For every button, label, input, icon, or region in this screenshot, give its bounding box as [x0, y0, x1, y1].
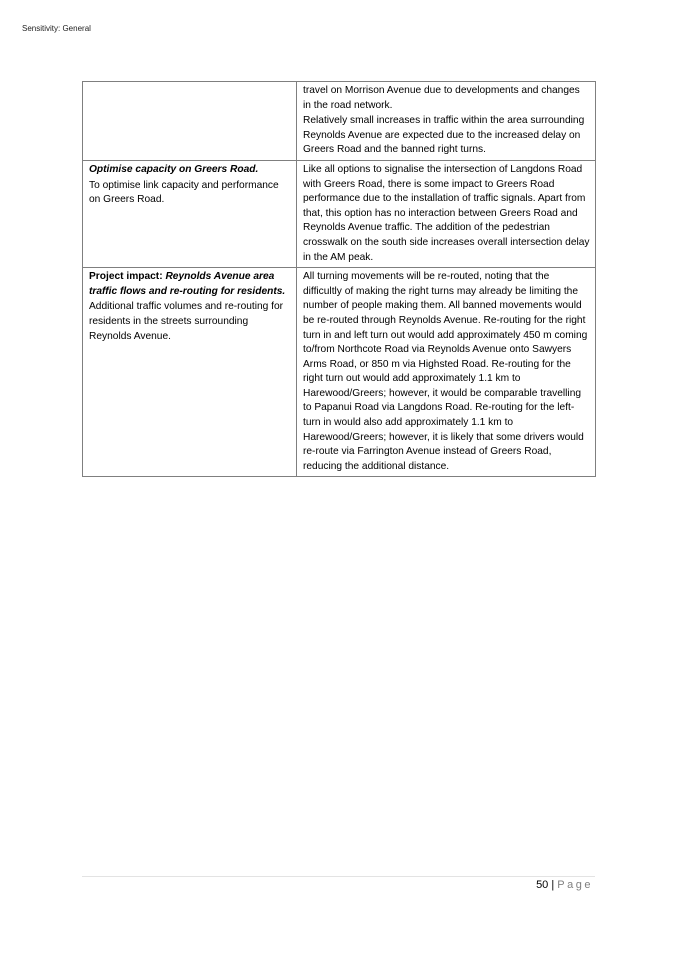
footer-separator: |	[551, 879, 555, 891]
footer-divider	[82, 876, 595, 877]
assessment-paragraph: All turning movements will be re-routed, noting that the difficultly of making the right turns may already be limiting the number of people making them. All banned movements would be re-routed through Reynolds Avenue. Re-routing for the right turn in and left turn out would add approximately 450 m coming to/from Northcote Road via Reynolds Avenue onto Sawyers Arms Road, or 850 m via Highsted Road. Re-routing for the right turn out would add approximately 1.1 km to Harewood/Greers; however, it would be comparable travelling to Papanui Road via Langdons Road. Re-routing for the left-turn in would also add approximately 1.1 km to Harewood/Greers; however, it is likely that some drivers would re-route via Farrington Avenue instead of Greers Road, reducing the additional distance.	[303, 271, 588, 472]
table-row	[83, 160, 596, 267]
page-footer	[536, 879, 593, 891]
option-title	[89, 270, 291, 299]
options-assessment-table	[82, 81, 596, 477]
option-description: To optimise link capacity and performance on Greers Road.	[89, 179, 279, 206]
table-cell-option	[83, 268, 297, 477]
assessment-paragraph: Like all options to signalise the intersection of Langdons Road with Greers Road, there is some impact to Greers Road performance due to the installation of traffic signals. Apart from that, this option has no interaction between Greers Road and Reynolds Avenue traffic. The addition of the pedestrian crosswalk on the south side increases overall intersection delay in the AM peak.	[303, 163, 590, 263]
option-title: Optimise capacity on Greers Road.	[89, 163, 259, 175]
page-number: 50	[536, 879, 549, 891]
table-cell-assessment	[297, 268, 596, 477]
option-description: Additional traffic volumes and re-routing for residents in the streets surrounding Reynolds Avenue.	[89, 301, 284, 342]
page-label: Page	[557, 879, 593, 891]
option-title-emphasis: Reynolds Avenue area traffic flows and re-routing for residents.	[89, 271, 286, 297]
sensitivity-label: Sensitivity: General	[22, 24, 91, 33]
table-cell-option	[83, 82, 297, 161]
table-cell-assessment	[297, 82, 596, 161]
table-row	[83, 268, 596, 477]
table-row	[83, 82, 596, 161]
table-cell-option	[83, 160, 297, 267]
table-cell-assessment	[297, 160, 596, 267]
option-title-prefix: Project impact:	[89, 271, 166, 283]
assessment-paragraph: travel on Morrison Avenue due to developments and changes in the road network.	[303, 85, 580, 111]
assessment-paragraph: Relatively small increases in traffic within the area surrounding Reynolds Avenue are expected due to the increased delay on Greers Road and the banned right turns.	[303, 115, 585, 156]
